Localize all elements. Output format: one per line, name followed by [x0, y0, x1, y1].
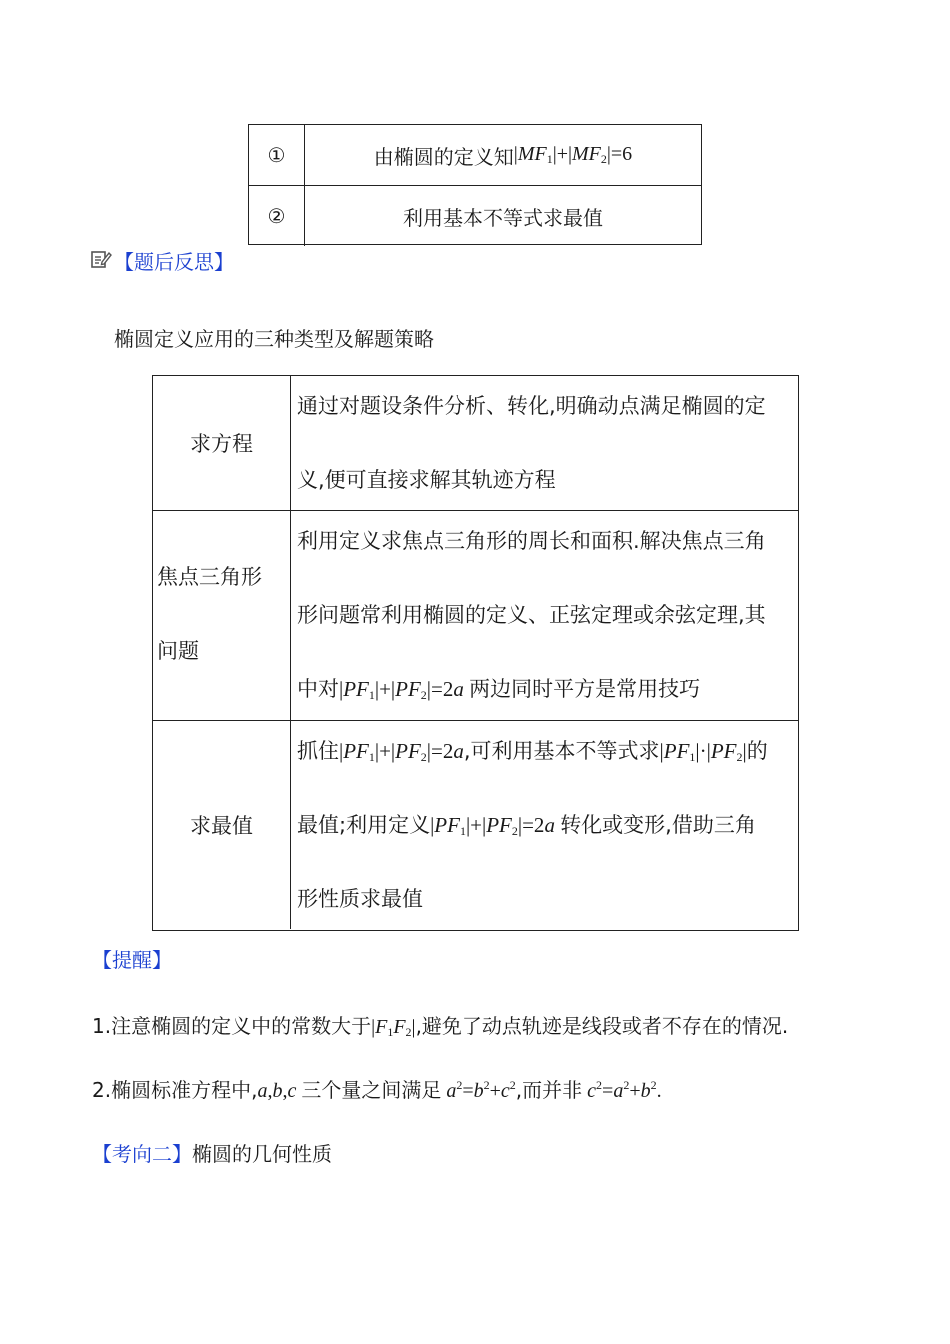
strategy-text — [297, 511, 794, 720]
label-line: 问题 — [157, 639, 199, 663]
reflection-heading: 【题后反思】 — [114, 250, 234, 274]
section-tag: 【考向二】 — [92, 1142, 192, 1166]
reminder-item-2: 2.椭圆标准方程中,a,b,c 三个量之间满足 $a^2=b^2+c^2$,而并非 $c^2=a^2+b^2$. — [92, 1078, 662, 1102]
reminder-item-1: 1.注意椭圆的定义中的常数大于$|F_1F_2|$,避免了动点轨迹是线段或者不存在的情况. — [92, 1014, 789, 1039]
text-line: 最值;利用定义$|PF_1|+|PF_2|=2a$ 转化或变形,借助三角 — [297, 813, 756, 838]
text-line: 义,便可直接求解其轨迹方程 — [297, 468, 556, 492]
solution-steps-table — [248, 124, 702, 245]
text-line: 形问题常利用椭圆的定义、正弦定理或余弦定理,其 — [297, 603, 766, 627]
type-label — [153, 511, 291, 720]
text-line: 通过对题设条件分析、转化,明确动点满足椭圆的定 — [297, 394, 766, 418]
note-edit-icon — [90, 248, 112, 270]
formula: $|PF_1|+|PF_2|=2a$ — [339, 739, 464, 764]
step-number: ① — [249, 125, 305, 185]
text-line: 抓住$|PF_1|+|PF_2|=2a$,可利用基本不等式求$|PF_1|\cdot|PF_2|$的 — [297, 739, 768, 764]
type-label: 求最值 — [153, 721, 291, 929]
table-row — [153, 510, 798, 720]
section-title: 椭圆的几何性质 — [192, 1142, 332, 1166]
section-heading — [92, 1138, 332, 1167]
step-number: ② — [249, 186, 305, 246]
formula: $a^2=b^2+c^2$ — [446, 1078, 516, 1102]
strategy-text — [297, 721, 794, 929]
table-row — [249, 125, 701, 185]
strategy-text — [297, 376, 794, 510]
step-text: 由椭圆的定义知 $|MF_1|+|MF_2|=6$ — [373, 143, 633, 169]
text-line: 利用定义求焦点三角形的周长和面积.解决焦点三角 — [297, 529, 766, 553]
formula: $|MF_1|+|MF_2|=6$ — [513, 143, 633, 166]
table-row — [249, 185, 701, 246]
text-line: 中对$|PF_1|+|PF_2|=2a$ 两边同时平方是常用技巧 — [297, 677, 701, 702]
label-line: 焦点三角形 — [157, 565, 262, 589]
table-row — [153, 720, 798, 929]
type-label: 求方程 — [153, 376, 291, 510]
strategy-table — [152, 375, 799, 931]
formula: a,b,c — [257, 1080, 297, 1102]
formula: $|PF_1|+|PF_2|=2a$ — [430, 813, 555, 838]
formula: $c^2=a^2+b^2$. — [587, 1078, 662, 1102]
formula: $|F_1F_2|$ — [371, 1016, 416, 1039]
step-text: 利用基本不等式求最值 — [403, 205, 603, 230]
table-row — [153, 376, 798, 510]
strategy-intro: 椭圆定义应用的三种类型及解题策略 — [114, 327, 434, 351]
formula: $|PF_1|+|PF_2|=2a$ — [339, 677, 464, 702]
text-line: 形性质求最值 — [297, 887, 423, 911]
formula: $|PF_1|\cdot|PF_2|$ — [659, 739, 747, 764]
reminder-heading: 【提醒】 — [92, 948, 172, 972]
